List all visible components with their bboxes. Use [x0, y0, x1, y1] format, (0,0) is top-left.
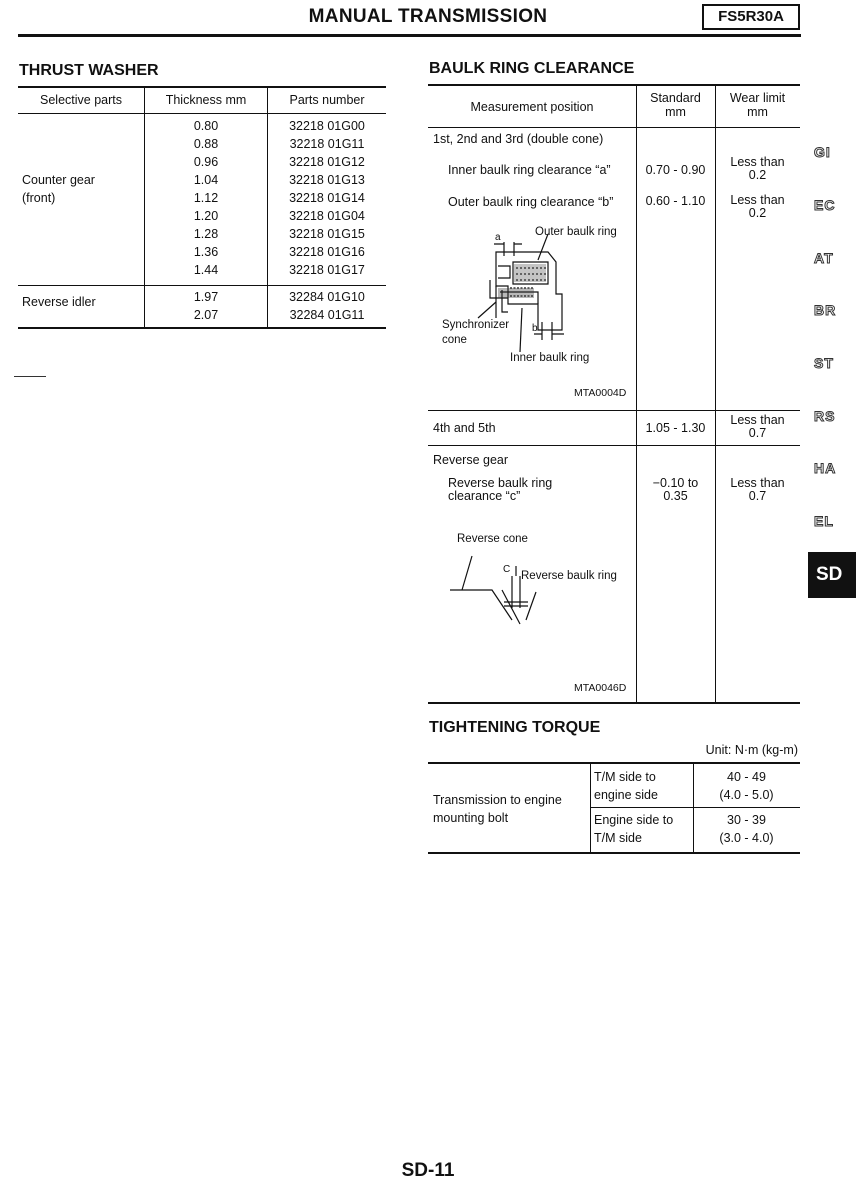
baulk-ring-title: BAULK RING CLEARANCE	[429, 60, 635, 77]
stray-mark	[14, 376, 46, 377]
list-item: 32218 01G14	[289, 191, 365, 205]
row1b-label: Outer baulk ring clearance “b”	[448, 195, 614, 209]
row1b-standard: 0.60 - 1.10	[645, 194, 706, 208]
col-thickness-header: Thickness mm	[145, 87, 268, 114]
page-number: SD-11	[401, 1160, 455, 1181]
torque-r2-side: Engine side to T/M side	[594, 813, 674, 845]
reverse-idler-thickness-list	[145, 286, 268, 329]
tab-br[interactable]: BR	[814, 302, 837, 318]
thrust-washer-title: THRUST WASHER	[19, 62, 159, 79]
list-item: 32218 01G17	[289, 263, 365, 277]
row3-wear: Less than 0.7	[730, 476, 785, 503]
list-item: 1.12	[193, 191, 219, 205]
torque-title: TIGHTENING TORQUE	[429, 719, 601, 736]
tab-el[interactable]: EL	[814, 513, 834, 529]
row-divider	[428, 410, 800, 411]
list-item: 32218 01G16	[289, 245, 365, 259]
list-item: 32218 01G11	[289, 137, 365, 151]
torque-r2-value: 30 - 39 (3.0 - 4.0)	[719, 813, 774, 845]
row1a-wear: Less than 0.2	[730, 155, 785, 182]
list-item: 0.88	[193, 137, 219, 151]
fig1-inner-label: Inner baulk ring	[510, 352, 590, 364]
row1b-wear: Less than 0.2	[730, 193, 785, 220]
col-parts-header: Parts number	[268, 87, 387, 114]
torque-r1-side: T/M side to engine side	[594, 770, 658, 802]
fig2-ring-label: Reverse baulk ring	[521, 570, 617, 582]
row3-label: Reverse baulk ring clearance “c”	[448, 476, 553, 503]
baulk-ring-table	[428, 84, 800, 704]
tab-st[interactable]: ST	[814, 355, 834, 371]
reverse-idler-label: Reverse idler	[22, 295, 96, 309]
list-item: 32218 01G00	[289, 119, 365, 133]
fig2-code: MTA0046D	[574, 682, 627, 694]
col-standard-header: Standard mm	[650, 91, 701, 119]
row1-heading: 1st, 2nd and 3rd (double cone)	[433, 132, 604, 146]
torque-item-label: Transmission to engine mounting bolt	[433, 793, 562, 825]
list-item: 0.80	[193, 119, 219, 133]
row1a-label: Inner baulk ring clearance “a”	[448, 163, 611, 177]
list-item: 32218 01G04	[289, 209, 365, 223]
row3-standard: −0.10 to 0.35	[652, 476, 699, 503]
fig1-label-b: b	[532, 323, 538, 334]
torque-r1-value: 40 - 49 (4.0 - 5.0)	[719, 770, 774, 802]
fig1-code: MTA0004D	[574, 387, 627, 399]
list-item: 1.44	[193, 263, 219, 277]
list-item: 1.36	[193, 245, 219, 259]
row2-standard: 1.05 - 1.30	[645, 421, 706, 435]
list-item: 32218 01G15	[289, 227, 365, 241]
page-title: MANUAL TRANSMISSION	[308, 6, 548, 27]
list-item: 32218 01G13	[289, 173, 365, 187]
fig1-outer-label: Outer baulk ring	[535, 226, 617, 238]
col-selective-header: Selective parts	[18, 87, 145, 114]
row1a-standard: 0.70 - 0.90	[645, 163, 706, 177]
list-item: 2.07	[193, 308, 219, 322]
model-code-box: FS5R30A	[702, 4, 800, 30]
col-position-header: Measurement position	[470, 100, 594, 114]
counter-gear-thickness-list	[145, 114, 268, 286]
counter-gear-label: Counter gear (front)	[18, 114, 145, 286]
counter-gear-parts-list	[268, 114, 387, 286]
tab-ha[interactable]: HA	[814, 460, 837, 476]
col-wear-header: Wear limit mm	[729, 91, 786, 119]
fig2-cone-label: Reverse cone	[457, 533, 528, 545]
fig1-label-a: a	[495, 232, 501, 243]
tab-sd-active[interactable]: SD	[808, 552, 856, 598]
row3-heading: Reverse gear	[433, 453, 509, 467]
torque-table	[428, 762, 800, 854]
row-divider	[428, 445, 800, 446]
list-item: 0.96	[193, 155, 219, 169]
row-divider	[590, 807, 800, 808]
list-item: 1.20	[193, 209, 219, 223]
list-item: 32284 01G11	[289, 308, 365, 322]
list-item: 1.28	[193, 227, 219, 241]
reverse-cone-diagram	[446, 546, 626, 636]
row2-label: 4th and 5th	[433, 421, 496, 435]
header-divider	[428, 127, 800, 128]
tab-gi[interactable]: GI	[814, 144, 831, 160]
tab-rs[interactable]: RS	[814, 408, 836, 424]
col-divider	[590, 764, 591, 852]
tab-at[interactable]: AT	[814, 250, 834, 266]
list-item: 1.97	[193, 290, 219, 304]
row2-wear: Less than 0.7	[730, 413, 785, 440]
list-item: 1.04	[193, 173, 219, 187]
fig2-c-label: C	[503, 564, 511, 575]
torque-unit: Unit: N·m (kg-m)	[705, 743, 798, 757]
fig1-sync-label: Synchronizer cone	[442, 319, 510, 346]
list-item: 32284 01G10	[289, 290, 365, 304]
thrust-washer-table	[18, 86, 386, 329]
list-item: 32218 01G12	[289, 155, 365, 169]
reverse-idler-parts-list	[268, 286, 387, 329]
header-rule	[18, 34, 801, 37]
tab-ec[interactable]: EC	[814, 197, 836, 213]
